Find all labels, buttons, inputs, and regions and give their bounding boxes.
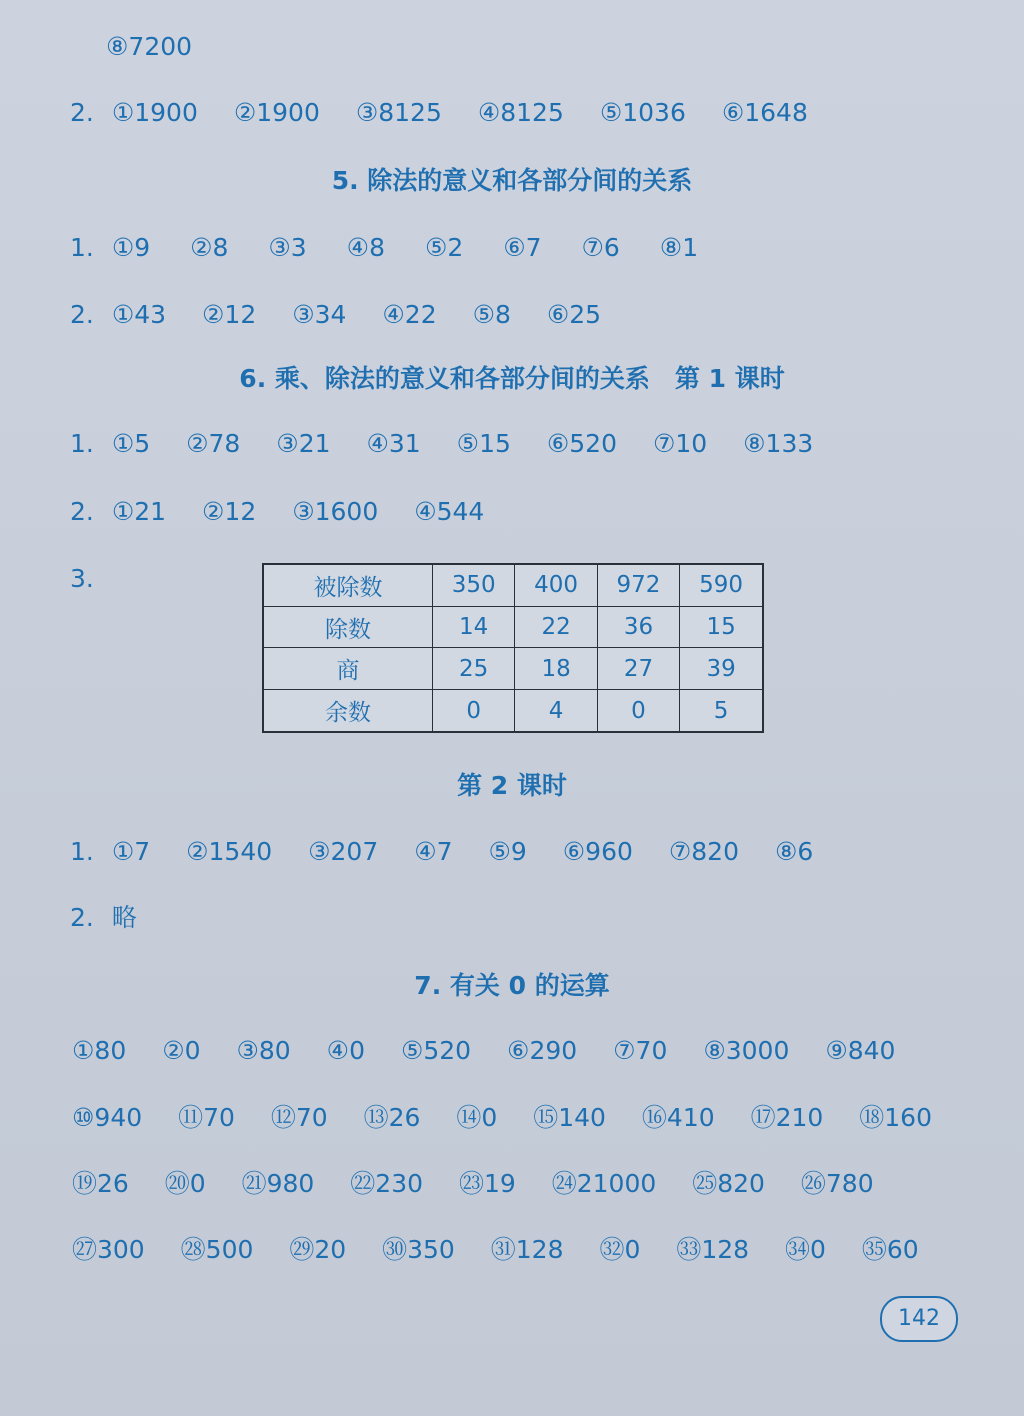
answer-item: ㉜0 — [599, 1235, 641, 1264]
table-cell: 972 — [597, 564, 679, 606]
answer-line-l10 — [72, 1098, 964, 1138]
answer-item: ④8 — [346, 233, 385, 262]
answer-line-l9 — [72, 1031, 964, 1071]
answer-item: ⑬26 — [363, 1103, 421, 1132]
table-row — [263, 606, 763, 648]
answer-item: ③1600 — [292, 497, 379, 526]
answer-item: ④7 — [414, 837, 453, 866]
table-cell: 0 — [597, 690, 679, 732]
answer-line-l4 — [70, 424, 964, 464]
answer-item: ①5 — [111, 429, 151, 458]
answer-item: ⑤8 — [472, 300, 511, 329]
table-cell: 350 — [433, 564, 515, 606]
table-row-label: 余数 — [263, 690, 433, 732]
answer-item: ⑫70 — [270, 1103, 328, 1132]
question-number: 2. — [70, 903, 94, 932]
answer-item: ②1540 — [186, 837, 273, 866]
answer-item: ⑳0 — [164, 1169, 206, 1198]
answer-item: ⑧3000 — [703, 1036, 790, 1065]
answer-item: ③207 — [308, 837, 379, 866]
answer-item: ⑭0 — [456, 1103, 498, 1132]
answer-item: ㉗300 — [72, 1235, 145, 1264]
answer-item: ⑥960 — [562, 837, 633, 866]
table-cell: 18 — [515, 648, 597, 690]
division-table — [262, 563, 764, 733]
answer-item: ④22 — [382, 300, 437, 329]
table-row-label: 商 — [263, 648, 433, 690]
section-heading-5: 5. 除法的意义和各部分间的关系 — [331, 166, 693, 195]
answer-item: ⑩940 — [72, 1103, 143, 1132]
table-row — [263, 564, 763, 606]
answer-item: ⑥1648 — [721, 98, 808, 127]
answer-item: ⑥290 — [507, 1036, 578, 1065]
answer-line-l3 — [70, 295, 964, 335]
answer-item: ②0 — [162, 1036, 201, 1065]
answer-item: ②12 — [202, 497, 257, 526]
table-cell: 5 — [680, 690, 763, 732]
answer-item: ①9 — [111, 233, 151, 262]
question-number: 2. — [70, 497, 94, 526]
answer-item: ㉓19 — [458, 1169, 516, 1198]
answer-item: ⑧7200 — [106, 32, 193, 61]
answer-item: ⑤15 — [456, 429, 511, 458]
answer-item: ①80 — [72, 1036, 127, 1065]
table-cell: 36 — [597, 606, 679, 648]
answer-item: ㉝128 — [676, 1235, 750, 1264]
answer-line-l12 — [72, 1230, 964, 1270]
answer-item: ④0 — [326, 1036, 365, 1065]
answer-item: ③8125 — [355, 98, 442, 127]
table-cell: 400 — [515, 564, 597, 606]
answer-text: 略 — [111, 903, 137, 932]
answer-line-l5 — [70, 492, 964, 532]
answer-item: ④544 — [414, 497, 485, 526]
answer-item: ㉙20 — [289, 1235, 347, 1264]
answer-item: ⑱160 — [859, 1103, 932, 1132]
answer-item: ③21 — [276, 429, 331, 458]
table-cell: 25 — [433, 648, 515, 690]
table-row-label: 除数 — [263, 606, 433, 648]
section-heading-lesson-2: 第 2 课时 — [457, 771, 567, 800]
answer-item: ①43 — [111, 300, 167, 329]
answer-item: ③34 — [292, 300, 347, 329]
answer-item: ⑮140 — [533, 1103, 606, 1132]
answer-item: ⑰210 — [750, 1103, 824, 1132]
answer-item: ⑧133 — [743, 429, 814, 458]
question-number: 1. — [70, 429, 94, 458]
answer-item: ⑤9 — [488, 837, 527, 866]
answer-item: ④8125 — [477, 98, 564, 127]
section-heading-6: 6. 乘、除法的意义和各部分间的关系 第 1 课时 — [239, 364, 785, 393]
section-heading-7: 7. 有关 0 的运算 — [414, 971, 610, 1000]
answer-item: ㉞0 — [784, 1235, 826, 1264]
answer-item: ③3 — [268, 233, 307, 262]
answer-item: ㉒230 — [350, 1169, 424, 1198]
answer-item: ㉔21000 — [551, 1169, 657, 1198]
answer-item: ㉑980 — [241, 1169, 315, 1198]
answer-line-l11 — [72, 1164, 964, 1204]
answer-item: ②12 — [202, 300, 257, 329]
answer-item: ㉚350 — [382, 1235, 455, 1264]
answer-item: ㉖780 — [800, 1169, 874, 1198]
answer-item: ⑦6 — [581, 233, 620, 262]
table-cell: 39 — [680, 648, 763, 690]
answer-item: ⑪70 — [178, 1103, 235, 1132]
answer-item: ③80 — [236, 1036, 291, 1065]
answer-line-l7 — [70, 832, 964, 872]
answer-item: ⑥25 — [546, 300, 602, 329]
table-cell: 15 — [680, 606, 763, 648]
question-number: 2. — [70, 98, 94, 127]
answer-item: ⑧1 — [659, 233, 699, 262]
table-cell: 0 — [433, 690, 515, 732]
answer-item: ⑦70 — [613, 1036, 668, 1065]
answer-item: ②78 — [186, 429, 241, 458]
answer-item: ④31 — [366, 429, 421, 458]
question-number: 2. — [70, 300, 94, 329]
table-cell: 27 — [597, 648, 679, 690]
table-row-label: 被除数 — [263, 564, 433, 606]
answer-item: ②1900 — [233, 98, 320, 127]
answer-item: ⑤520 — [400, 1036, 472, 1065]
answer-item: ⑦10 — [652, 429, 708, 458]
answer-item: ⑯410 — [641, 1103, 715, 1132]
answer-item: ⑨840 — [825, 1036, 896, 1065]
answer-item: ㉘500 — [180, 1235, 254, 1264]
answer-line-l1 — [70, 93, 964, 133]
table-row — [263, 648, 763, 690]
answer-item: ②8 — [190, 233, 229, 262]
answer-item: ⑦820 — [668, 837, 739, 866]
answer-item: ①7 — [111, 837, 151, 866]
table-cell: 22 — [515, 606, 597, 648]
answer-line-l0 — [106, 27, 964, 67]
question-number: 1. — [70, 233, 94, 262]
answer-line-l2 — [70, 228, 964, 268]
answer-item: ⑥520 — [546, 429, 617, 458]
table-cell: 14 — [433, 606, 515, 648]
answer-item: ⑲26 — [72, 1169, 129, 1198]
answer-item: ①1900 — [111, 98, 198, 127]
answer-item: ㉟60 — [861, 1235, 919, 1264]
question-number: 3. — [70, 564, 94, 593]
answer-item: ⑤2 — [424, 233, 464, 262]
question-number: 1. — [70, 837, 94, 866]
answer-item: ①21 — [111, 497, 167, 526]
table-row — [263, 690, 763, 732]
page-number: 142 — [880, 1296, 958, 1342]
answer-line-l8 — [70, 898, 964, 938]
answer-item: ⑤1036 — [599, 98, 686, 127]
answer-item: ㉛128 — [490, 1235, 564, 1264]
answer-item: ㉕820 — [692, 1169, 765, 1198]
table-cell: 590 — [680, 564, 763, 606]
answer-item: ⑥7 — [503, 233, 542, 262]
answer-item: ⑧6 — [774, 837, 814, 866]
table-cell: 4 — [515, 690, 597, 732]
